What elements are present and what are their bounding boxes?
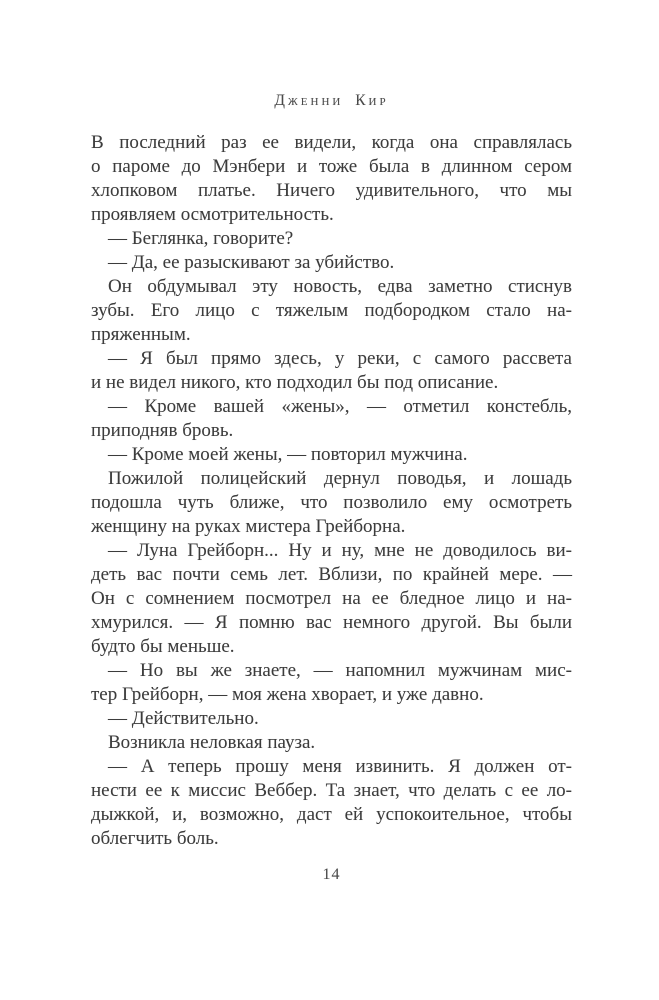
text-line: — Да, ее разыскивают за убийство. bbox=[108, 252, 395, 273]
body-text bbox=[91, 131, 572, 851]
text-line: — Действительно. bbox=[108, 708, 259, 729]
text-line: Пожилой полицейский дернул поводья, и лошадь bbox=[108, 468, 572, 489]
paragraph bbox=[91, 227, 572, 251]
text-line: дыжкой, и, возможно, даст ей успокоительное, чтобы bbox=[91, 804, 572, 825]
text-line: — Кроме вашей «жены», — отметил констебль, bbox=[108, 396, 572, 417]
text-line: о пароме до Мэнбери и тоже была в длинном сером bbox=[91, 156, 572, 177]
text-line: хлопковом платье. Ничего удивительного, что мы bbox=[91, 180, 572, 201]
paragraph bbox=[91, 731, 572, 755]
paragraph bbox=[91, 131, 572, 227]
page-number: 14 bbox=[322, 866, 341, 883]
text-line: Он обдумывал эту новость, едва заметно стиснув bbox=[108, 276, 572, 297]
running-header: Дженни Кир bbox=[274, 92, 389, 109]
text-line: женщину на руках мистера Грейборна. bbox=[91, 516, 406, 537]
text-line: — Беглянка, говорите? bbox=[108, 228, 294, 249]
paragraph bbox=[91, 347, 572, 395]
paragraph bbox=[91, 707, 572, 731]
paragraph bbox=[91, 251, 572, 275]
text-line: деть вас почти семь лет. Вблизи, по крайней мере. — bbox=[91, 564, 572, 585]
paragraph bbox=[91, 275, 572, 347]
text-line: Возникла неловкая пауза. bbox=[108, 732, 316, 753]
paragraph bbox=[91, 443, 572, 467]
text-line: приподняв бровь. bbox=[91, 420, 234, 441]
text-line: — А теперь прошу меня извинить. Я должен от- bbox=[108, 756, 572, 777]
text-line: облегчить боль. bbox=[91, 828, 219, 849]
paragraph bbox=[91, 659, 572, 707]
text-line: — Но вы же знаете, — напомнил мужчинам мис- bbox=[108, 660, 572, 681]
text-line: проявляем осмотрительность. bbox=[91, 204, 334, 225]
text-line: В последний раз ее видели, когда она справлялась bbox=[91, 132, 572, 153]
text-line: — Кроме моей жены, — повторил мужчина. bbox=[108, 444, 468, 465]
paragraph bbox=[91, 755, 572, 851]
paragraph bbox=[91, 395, 572, 443]
text-line: пряженным. bbox=[91, 324, 191, 345]
text-line: хмурился. — Я помню вас немного другой. Вы были bbox=[91, 612, 572, 633]
text-line: — Луна Грейборн... Ну и ну, мне не доводилось ви- bbox=[108, 540, 572, 561]
text-line: тер Грейборн, — моя жена хворает, и уже давно. bbox=[91, 684, 484, 705]
text-line: Он с сомнением посмотрел на ее бледное лицо и на- bbox=[91, 588, 572, 609]
text-line: нести ее к миссис Веббер. Та знает, что делать с ее ло- bbox=[91, 780, 572, 801]
text-line: подошла чуть ближе, что позволило ему осмотреть bbox=[91, 492, 572, 513]
paragraph bbox=[91, 467, 572, 539]
text-line: будто бы меньше. bbox=[91, 636, 235, 657]
text-line: — Я был прямо здесь, у реки, с самого рассвета bbox=[108, 348, 572, 369]
text-line: и не видел никого, кто подходил бы под описание. bbox=[91, 372, 499, 393]
text-line: зубы. Его лицо с тяжелым подбородком стало на- bbox=[91, 300, 572, 321]
paragraph bbox=[91, 539, 572, 659]
